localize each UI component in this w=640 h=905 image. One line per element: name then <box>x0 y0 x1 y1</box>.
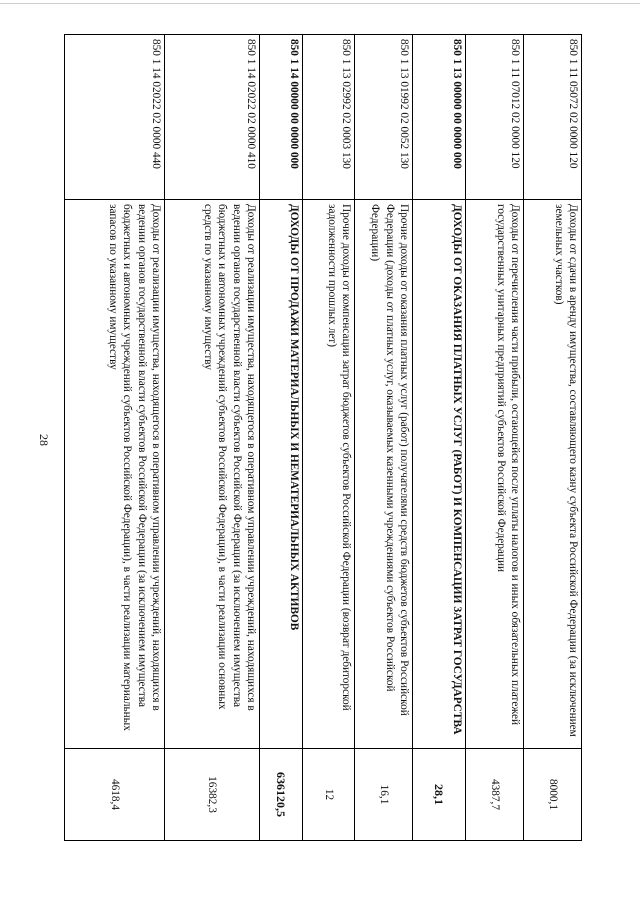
table-row <box>260 35 303 841</box>
income-table-body <box>65 35 582 841</box>
table-row <box>65 35 165 841</box>
amount-cell: 28,1 <box>413 749 466 841</box>
table-row <box>355 35 413 841</box>
amount-cell: 8000,1 <box>524 749 582 841</box>
budget-code-cell: 850 1 14 00000 00 0000 000 <box>260 35 303 200</box>
budget-code-cell: 850 1 11 05072 02 0000 120 <box>524 35 582 200</box>
income-name-cell: ДОХОДЫ ОТ ОКАЗАНИЯ ПЛАТНЫХ УСЛУГ (РАБОТ) И КОМПЕНСАЦИИ ЗАТРАТ ГОСУДАРСТВА <box>413 200 466 749</box>
amount-cell: 12 <box>303 749 355 841</box>
income-name-cell: Доходы от реализации имущества, находящегося в оперативном управлении учреждений, находящихся в ведении органов государственной власти субъектов Российской Федерации (за исключением имущества бюджетных и автономных учреждений субъектов Российской Федерации), в части реализации основных средств по указанному имуществу <box>165 200 260 749</box>
income-table <box>64 34 582 841</box>
table-row <box>165 35 260 841</box>
budget-code-cell: 850 1 13 00000 00 0000 000 <box>413 35 466 200</box>
table-row <box>303 35 355 841</box>
amount-cell: 636120,5 <box>260 749 303 841</box>
income-name-cell: Доходы от сдачи в аренду имущества, составляющего казну субъекта Российской Федерации (за исключением земельных участков) <box>524 200 582 749</box>
budget-code-cell: 850 1 11 07012 02 0000 120 <box>466 35 524 200</box>
income-name-cell: Прочие доходы от оказания платных услуг (работ) получателями средств бюджетов субъектов Российской Федерации (доходы от платных услуг, оказываемых казенными учреждениями субъектов Российской Федерации) <box>355 200 413 749</box>
amount-cell: 4387,7 <box>466 749 524 841</box>
amount-cell: 16,1 <box>355 749 413 841</box>
income-name-cell: Прочие доходы от компенсации затрат бюджетов субъектов Российской Федерации (возврат дебиторской задолженности прошлых лет) <box>303 200 355 749</box>
income-name-cell: Доходы от перечисления части прибыли, остающейся после уплаты налогов и иных обязательных платежей государственных унитарных предприятий субъектов Российской Федерации <box>466 200 524 749</box>
budget-code-cell: 850 1 14 02022 02 0000 410 <box>165 35 260 200</box>
rotated-page-content <box>65 34 582 840</box>
page-number: 28 <box>37 434 51 446</box>
budget-code-cell: 850 1 13 01992 02 0052 130 <box>355 35 413 200</box>
table-row <box>466 35 524 841</box>
table-row <box>524 35 582 841</box>
income-name-cell: Доходы от реализации имущества, находящегося в оперативном управлении учреждений, находящихся в ведении органов государственной власти субъектов Российской Федерации (за исключением имущества бюджетных и автономных учреждений субъектов Российской Федерации), в части реализации материальных запасов по указанному имуществу <box>65 200 165 749</box>
table-row <box>413 35 466 841</box>
budget-code-cell: 850 1 14 02022 02 0000 440 <box>65 35 165 200</box>
scan-top-edge <box>0 3 640 4</box>
budget-code-cell: 850 1 13 02992 02 0003 130 <box>303 35 355 200</box>
amount-cell: 16382,3 <box>165 749 260 841</box>
income-name-cell: ДОХОДЫ ОТ ПРОДАЖИ МАТЕРИАЛЬНЫХ И НЕМАТЕРИАЛЬНЫХ АКТИВОВ <box>260 200 303 749</box>
amount-cell: 4618,4 <box>65 749 165 841</box>
